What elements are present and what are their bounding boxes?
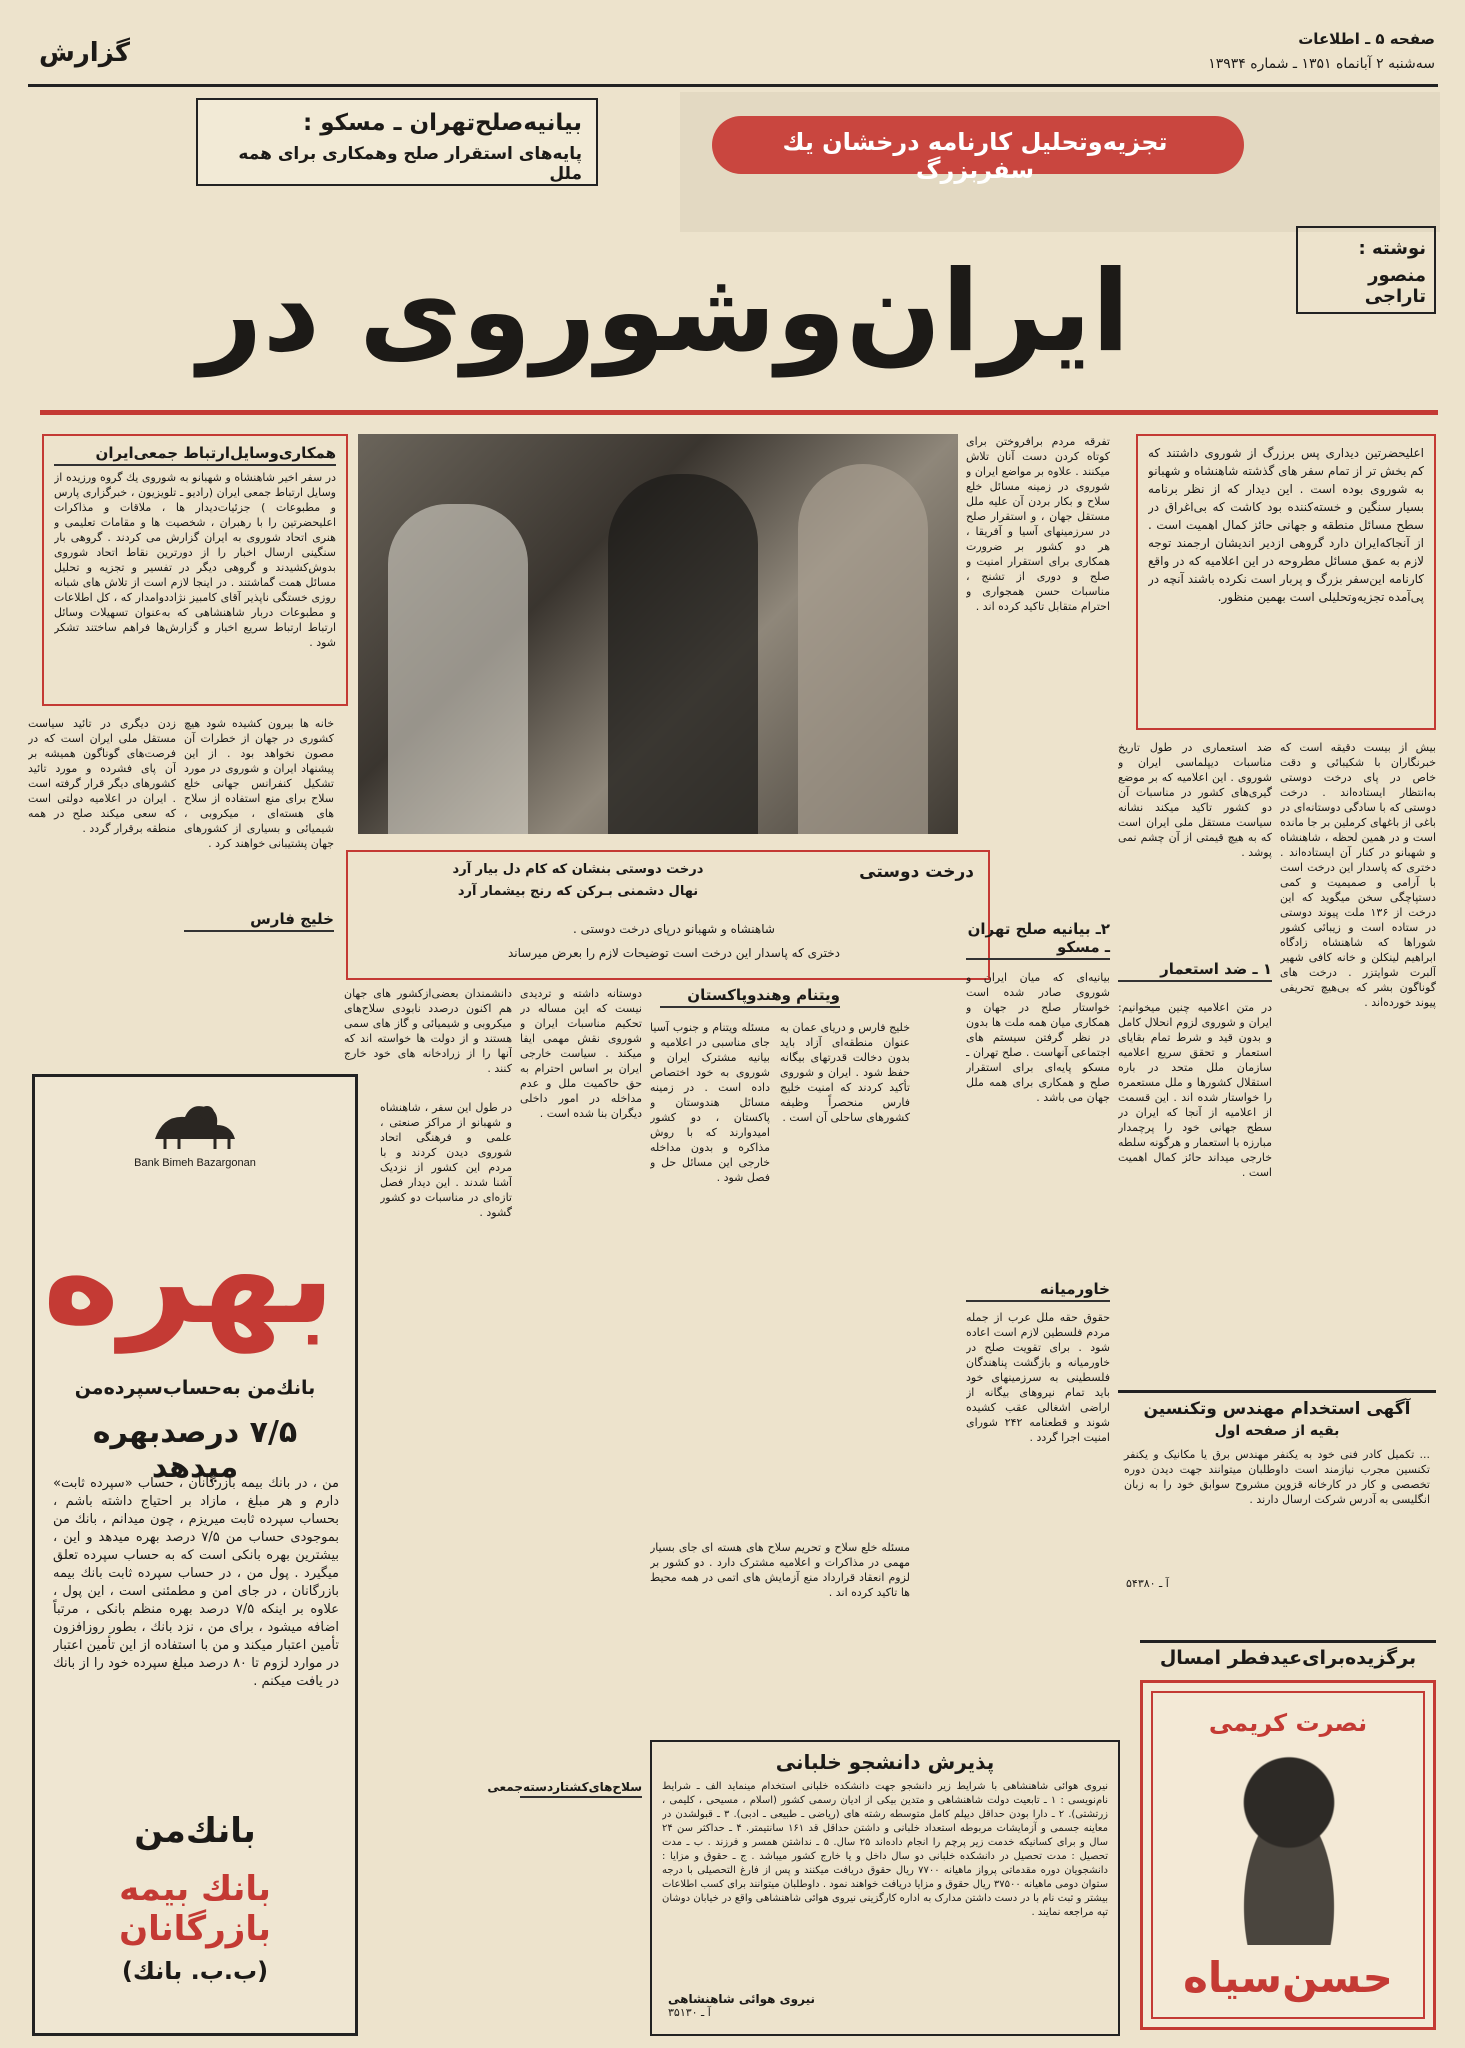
job-ad bbox=[1118, 1390, 1436, 1630]
film-ad-name: نصرت کریمی bbox=[1208, 1709, 1368, 1737]
column-10: دانشمندان بعضی‌از‌کشور های جهان هم اکنون درصدد نابودی سلاح‌های میکروبی و شیمیائی و گاز های سمی هستند و از دولت ها خواسته اند که آنها را از زرادخانه های خود خارج کنند . bbox=[344, 987, 512, 1075]
job-ad-title: آگهی استخدام مهندس وتکنسین bbox=[1143, 1399, 1411, 1419]
student-ad-body: نیروی هوائی شاهنشاهی با شرایط زیر دانشجو جهت دانشکده خلبانی استخدام مینماید الف ـ شرایط نام‌نویسی : ۱ ـ تابعیت دولت شاهنشاهی و متدین بیکی از ادیان رسمی کشور (اسلام ، مسیحی ، کلیمی ، زرتشتی). ۲ ـ دارا بودن حداقل دیپلم کامل متوسطه رشته های (ریاضی ـ طبیعی ـ ادبی). ۳ ـ قبولشدن در معاینه جسمی و آزمایشات مربوطه استعداد خلبانی و داشتن حداقل قد ۱۶۱ سانتیمتر. ۴ ـ حداکثر سن ۲۴ سال و برای کسانیکه خدمت زیر پرچم را انجام داده‌اند ۲۵ سال. ۵ ـ نداشتن همسر و فرزند . ب ـ مدت تحصیل : مدت تحصیل در دانشکده خلبانی دو سال داخل و یا خارج کشور میباشد . ج ـ حقوق و مزایا : دانشجویان دوره مقدماتی پرواز ماهیانه ۷۷۰۰ ریال حقوق دریافت میکنند و پس از فارغ التحصیلی با درجه ستوان دومی ماهیانه ۳۷۵۰۰ ریال حقوق و مزایا دریافت خواهند نمود . داوطلبان میتوانند برای کسب اطلاعات بیشتر و ثبت نام با در دست داشتن مدارک به اداره کارگزینی نیروی هوائی شاهنشاهی واقع در خیابان دوشان تپه مراجعه نمایند . bbox=[662, 1781, 1108, 1918]
photo-figure-center bbox=[608, 474, 758, 834]
masthead-page-label: صفحه ۵ ـ اطلاعات bbox=[1298, 30, 1435, 48]
job-ad-body: ... تکمیل کادر فنی خود به یکنفر مهندس برق یا مکانیک و یکنفر تکنسین مجرب نیازمند است داوطلبان میتوانند جهت دیدن دوره تخصصی و کار در کارخانه قزوین مشروح سوابق خود را به زبان انگلیسی به آدرس شرکت ارسال دارند . bbox=[1124, 1448, 1430, 1506]
section-vietnam: ویتنام وهندوپاکستان bbox=[660, 986, 840, 1008]
bank-ad bbox=[32, 1074, 358, 2036]
film-ad-portrait bbox=[1219, 1755, 1359, 1945]
news-photo bbox=[358, 434, 958, 834]
student-ad-title: پذیرش دانشجو خلبانی bbox=[775, 1750, 995, 1774]
byline-box bbox=[1296, 226, 1436, 314]
bank-big-word: بهره bbox=[42, 1201, 335, 1353]
lion-logo-icon bbox=[145, 1095, 245, 1151]
film-ad-title: حسن‌سیاه bbox=[1183, 1953, 1393, 2002]
sidebar-box bbox=[42, 434, 348, 706]
column-14: در طول این سفر ، شاهنشاه و شهبانو از مراکز صنعتی ، علمی و فرهنگی اتحاد شوروی دیدن کردند و با مردم این کشور از نزدیک آشنا شدند . این دیدار فصل تازه‌ای در مناسبات دو کشور گشود . bbox=[380, 1101, 512, 1219]
column-13: مسئله خلع سلاح و تحریم سلاح های هسته ای جای بسیار مهمی در مذاکرات و اعلامیه مشترک دارد . دو کشور بر لزوم انعقاد قرارداد منع آزمایش های اتمی در همه محیط ها تاکید کرده اند . bbox=[650, 1541, 910, 1599]
column-1: بیش از بیست دقیقه است که خبرنگاران با شکیبائی و دقت خاص در پای درخت دوستی به‌انتظار ایستاده‌اند . درخت دوستی که با سادگی دوستانه‌ای در باغی از باغهای کرملین بر جا مانده است و در همین لحظه ، شاهنشاه و شهبانو در کنار آن ایستاده‌اند . دختری که پاسدار این درخت است با آرامی و صمیمیت و کمی دستپاچگی سخن میگوید که این درخت از ۱۳۶ ملت پیوند دوستی در ستاده است و زیبائی کشور شوراها که شاهنشاه زادگاه ابراهیم لینکلن و خانه کافی شهیر آلبرت شوایتزر . درخت های گوناگون بشر که بی‌هیچ تحریفی پیوند خورده‌اند . bbox=[1280, 741, 1436, 1009]
photo-caption-verse-2: نهال دشمنی بـرکن که رنج بیشمار آرد bbox=[457, 884, 699, 899]
photo-figure-left bbox=[388, 504, 528, 834]
bank-line-1: بانك‌من به‌حساب‌سپرده‌من bbox=[74, 1377, 316, 1399]
column-12: خلیج فارس و دریای عمان به عنوان منطقه‌ای آزاد باید بدون دخالت قدرتهای بیگانه حفظ شود . ایران و شوروی تأکید کردند که امنیت خلیج فارس منحصراً وظیفه کشورهای ساحلی آن است . bbox=[780, 1021, 910, 1124]
job-ad-ref: آ ـ ۵۴۳۸۰ bbox=[1126, 1577, 1169, 1590]
red-banner: تجزیه‌وتحلیل کار‌نامه درخشان یك سفربزرگ bbox=[712, 116, 1244, 174]
column-4: تفرقه مردم برافروختن برای کوتاه کردن دست آنان تلاش میکنند . علاوه بر مواضع ایران و شوروی در زمینه مسائل خلع سلاح و بکار بردن آن علیه ملل مستقل جهان ، و استقرار صلح در سرزمینهای آسیا و آفریقا ، هر دو کشور بر ضرورت همکاری برای استقرار امنیت و صلح و دوری از تشنج ، مناسبات حسن همجواری و احترام متقابل تاکید کرده اند . bbox=[966, 435, 1110, 613]
section-middle-east: خاورمیانه bbox=[966, 1280, 1110, 1302]
student-ad-footer: نیروی هوائی شاهنشاهی bbox=[668, 1992, 815, 2006]
bank-logo-caption: Bank Bimeh Bazargonan bbox=[134, 1157, 256, 1169]
section-persian-gulf: خلیج فارس bbox=[184, 910, 334, 932]
photo-caption-box bbox=[346, 850, 990, 980]
bank-body: من ، در بانك بیمه بازرگانان ، حساب «سپرده ثابت» دارم و هر مبلغ ، مازاد بر احتیاج داشته باشم ، بحساب سپرده ثابت میریزم ، چون میدانم ، بانك من بموجودی حساب من ۷/۵ درصد بهره میدهد و این ، بیشترین بهره بانکی است که به حساب سپرده تعلق میگیرد . پول من ، در حساب سپرده ثابت بانك بیمه بازرگانان ، در جای امن و مطمئنی است ، این پول ، علاوه بر اینکه ۷/۵ درصد بهره منظم بانکی ، مرتباً اضافه میشود ، برای من ، نزد بانك ، بطور روزافزون تأمین اعتبار میکند و من با استفاده از این تأمین اعتبار در موارد لزوم تا ۸۰ درصد مبلغ سپرده خود را از بانك در یافت میکنم . bbox=[53, 1476, 339, 1689]
photo-caption-title: درخت دوستی bbox=[859, 862, 974, 882]
bank-line-2: ۷/۵ درصد‌بهره‌ میدهد bbox=[92, 1415, 298, 1485]
intro-text: اعلیحضرتین دیداری پس برزرگ از شوروی داشتند که کم بخش تر از تمام سفر های گذشته شاهنشاه و شهبانو به شوروی بوده است . این دیدار که از نظر برنامه بسیار سنگین و خسته‌کننده بود کاشت که بی‌اغراق در سطح مسائل منطقه و جهانی حائز کمال اهمیت است . از آنجاکه‌ایران دارد گروهی از‌دیر اندیشان ارجمند توجه لازم به عمق مسائل مطروحه در این اعلامیه که در واقع کارنامه این‌سفر بزرگ و پربار است نکرده باشند آنچه در پی‌آمده تجزیه‌وتحلیلی است بهمین منظور. bbox=[1148, 446, 1424, 604]
headline: ایران‌وشوروی در bbox=[198, 247, 1130, 377]
film-ad bbox=[1140, 1680, 1436, 2030]
student-ad-ref: آ ـ ۳۵۱۳۰ bbox=[668, 2006, 711, 2019]
bank-brand-short: (ب.ب. بانك) bbox=[121, 1957, 269, 1985]
masthead-rule bbox=[28, 84, 1438, 87]
column-11: بیانیه‌ای که میان ایران و شوروی صادر شده است خواستار صلح در جهان و همکاری میان همه ملت ها بدون در نظر گرفتن سیستم های اجتماعی آنهاست . صلح تهران ـ مسکو پایه‌ای برای استقرار صلح و همکاری برای همه ملل جهان می باشد . bbox=[966, 971, 1110, 1104]
section-anti-colonial: ۱ ـ ضد استعمار bbox=[1118, 960, 1272, 982]
job-ad-sub: بقیه از صفحه اول bbox=[1214, 1423, 1340, 1439]
film-ad-header: برگزیده‌برای‌عید‌فطر امسال bbox=[1140, 1640, 1436, 1669]
sidebar-title: همکاری‌وسایل‌ارتباط جمعی‌ایران bbox=[54, 444, 336, 466]
column-2-text: در متن اعلامیه چنین میخوانیم: ایران و شوروی لزوم انحلال کامل و بدون قید و شرط تمام بقایای استعمار و تحقق سریع اعلامیه سازمان ملل متحد در باره استقلال کشورها و ملل مستعمره را خواستار شده اند . این قسمت از اعلامیه از آنجا که ایران در سطح جهانی خود را پرچمدار مبارزه با استعمار و هرگونه سلطه خارجی میداند حائز کمال اهمیت است . bbox=[1118, 1001, 1272, 1179]
column-9: دوستانه داشته و تردیدی نیست که این مساله در تحکیم مناسبات ایران و شوروی نقش مهمی ایفا میکند . سیاست خارجی ایران بر اساس احترام به حق حاکمیت ملل و عدم مداخله در امور داخلی دیگران بنا شده است . bbox=[520, 987, 642, 1120]
byline-author: منصور تاراجی bbox=[1364, 265, 1426, 307]
sidebar-text: در سفر اخیر شاهنشاه و شهبانو به شوروی یك گروه ورزیده از وسایل ارتباط جمعی ایران (رادیو ـ تلویزیون ، خبرگزاری پارس و مطبوعات ) جزئیات‌دیدار ها ، ملاقات و مذاکرات اعلیحضرتین را با رهبران ، شخصیت ها و مقامات تعلیمی و هنری اتحاد شوروی به ایران گزارش می کردند . گروهی بار سنگینی ارسال اخبار را از دورترین نقاط اتحاد شوروی بدوش‌کشیدند و گروهی دیگر در تفسیر و تجزیه و تحلیل مسائل همت گماشتند . در اینجا لازم است از تلاش های شبانه روزی خستگی ناپذیر آقای کامبیز نژاد‌دوامدار که ، کل اطلاعات و مطبوعات دربار شاهنشاهی که به‌عنوان تسهیلات وسائل ارتباط ارتباط سریع اخبار و گزارش‌ها فراهم ساختند تشکر شود . bbox=[54, 471, 336, 649]
masthead-date-line: سه‌شنبه ۲ آبانماه ۱۳۵۱ ـ شماره ۱۳۹۳۴ bbox=[1208, 56, 1435, 72]
column-7: حقوق حقه ملل عرب از جمله مردم فلسطین لازم است اعاده شود . برای تقویت صلح در خاورمیانه و بازگشت پناهندگان فلسطینی به سرزمینهای خود باید تمام نیروهای بیگانه از اراضی اشغالی عقب کشیده شوند و قطعنامه ۲۴۲ شورای امنیت اجرا گردد . bbox=[966, 1311, 1110, 1444]
statement-box bbox=[196, 98, 598, 186]
masthead-section: گزارش bbox=[38, 38, 130, 68]
column-6: زدن دیگری در تائید سیاست مستقل ملی ایران است که در فرصت‌های گوناگون همیشه بر آن پای فشرده و مورد تائید کشورهای دیگر قرار گرفته است . ایران در اعلامیه دولتی است که سعی میکند صلح در همه منطقه برقرار گردد . bbox=[28, 717, 176, 835]
student-ad bbox=[650, 1740, 1120, 2036]
photo-caption-line-1: شاهنشاه و شهبانو درپای درخت دوستی . bbox=[573, 922, 775, 936]
byline-label: نوشته : bbox=[1358, 238, 1426, 259]
photo-caption-verse-1: درخت دوستی بنشان که کام دل بیار آرد bbox=[452, 862, 704, 877]
column-5: خانه ها بیرون کشیده شود هیچ کشوری در جهان از خطرات آن مصون نخواهد بود . از این پیشنهاد ایران و شوروی در مورد تشکیل کنفرانس جهانی خلع سلاح برای منع استفاده از سلاح های هسته‌ای ، میکروبی ، شیمیائی و بسیاری از کشورهای جهان پشتیبانی خواهند کرد . bbox=[184, 717, 334, 850]
section-weapons: سلاح‌های‌کشتار‌دسته‌جمعی bbox=[520, 1780, 642, 1798]
column-8: مسئله ویتنام و جنوب آسیا جای مناسبی در اعلامیه و بیانیه مشترک ایران و شوروی به خود اختصاص داده است . در زمینه مسائل هندوستان و پاکستان ، دو کشور امیدوارند که با روش مذاکره و بدون مداخله خارجی این مسائل حل و فصل شود . bbox=[650, 1021, 770, 1184]
statement-subtitle: پایه‌های استقرار صلح وهمکاری برای همه ملل bbox=[238, 144, 582, 184]
intro-box bbox=[1136, 434, 1436, 730]
column-3: ضد استعماری در طول تاریخ مناسبات دیپلماسی ایران و شوروی . این اعلامیه که بر موضع گیری‌های کشور در مناسبات آن دو کشور تاکید میکند نشانه سیاست مستقل ملی ایران است که به هیچ قیمتی از آن چشم نمی پوشد . bbox=[1118, 741, 1272, 859]
headline-red-rule bbox=[40, 410, 1438, 415]
bank-brand-small: بانك‌من bbox=[134, 1811, 256, 1851]
statement-title: بیانیه‌صلح‌تهران ـ مسکو : bbox=[303, 110, 582, 136]
section-statement: ۲ـ بیانیه صلح تهران ـ مسکو bbox=[966, 920, 1110, 960]
photo-caption-line-2: دختری که پاسدار این درخت است توضیحات لازم را بعرض میرساند bbox=[507, 946, 840, 960]
bank-brand-big: بانك‌ بیمه‌ بازرگانان bbox=[119, 1869, 271, 1949]
photo-figure-right bbox=[798, 464, 928, 834]
